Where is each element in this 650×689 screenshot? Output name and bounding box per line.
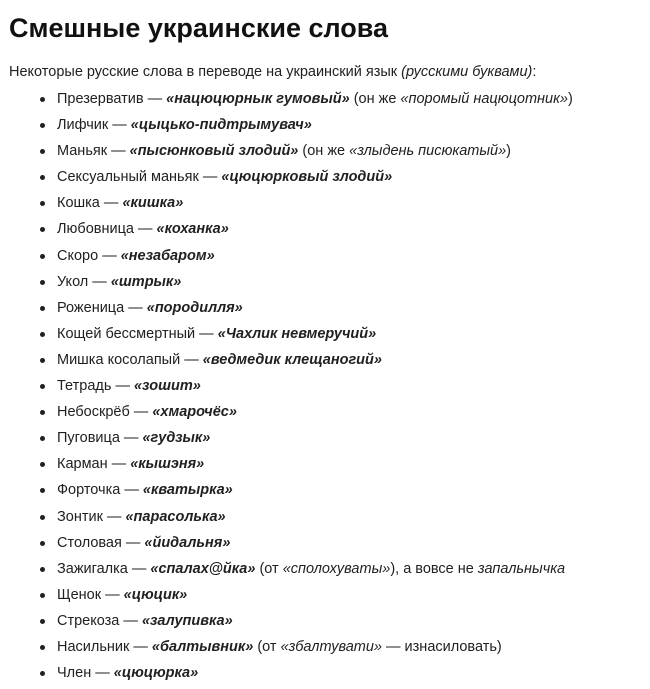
russian-word: Форточка	[57, 482, 121, 499]
bullet-icon	[40, 306, 45, 311]
russian-word: Лифчик	[57, 117, 109, 134]
ukrainian-translation: «кишка»	[122, 195, 184, 212]
list-item	[0, 582, 650, 608]
russian-word: Тетрадь	[57, 378, 112, 395]
bullet-icon	[40, 593, 45, 598]
intro-paragraph	[9, 62, 536, 82]
list-item	[0, 425, 650, 451]
dash-separator: —	[133, 221, 157, 238]
note-italic: «злыдень писюкатый»	[349, 143, 507, 160]
russian-word: Любовница	[57, 221, 134, 238]
note-text: (от	[253, 638, 281, 655]
dash-separator: —	[121, 534, 145, 551]
list-item	[0, 243, 650, 269]
list-item	[0, 530, 650, 556]
word-list	[0, 86, 650, 686]
russian-word: Стрекоза	[57, 612, 120, 629]
ukrainian-translation: «цюцик»	[123, 586, 188, 603]
russian-word: Небоскрёб	[57, 404, 130, 421]
bullet-icon	[40, 254, 45, 259]
bullet-icon	[40, 436, 45, 441]
russian-word: Столовая	[57, 534, 122, 551]
russian-word: Член	[57, 665, 92, 682]
list-item	[0, 86, 650, 112]
dash-separator: —	[119, 430, 143, 447]
bullet-icon	[40, 280, 45, 285]
dash-separator: —	[119, 612, 142, 629]
bullet-icon	[40, 619, 45, 624]
russian-word: Щенок	[57, 586, 102, 603]
ukrainian-translation: «ведмедик клещаногий»	[202, 351, 382, 368]
russian-word: Кошка	[57, 195, 100, 212]
intro-text: Некоторые русские слова в переводе на украинский язык	[9, 64, 402, 80]
ukrainian-translation: «штрык»	[110, 273, 182, 290]
note-text: — изнасиловать)	[382, 638, 502, 655]
ukrainian-translation: «цыцько-пидтрымувач»	[130, 117, 312, 134]
dash-separator: —	[101, 586, 124, 603]
dash-separator: —	[108, 117, 131, 134]
dash-separator: —	[88, 273, 111, 290]
dash-separator: —	[124, 299, 147, 316]
ukrainian-translation: «кватырка»	[142, 482, 233, 499]
bullet-icon	[40, 488, 45, 493]
bullet-icon	[40, 149, 45, 154]
ukrainian-translation: «зошит»	[133, 378, 201, 395]
note-text: )	[506, 143, 511, 160]
ukrainian-translation: «йидальня»	[144, 534, 231, 551]
bullet-icon	[40, 515, 45, 520]
list-item	[0, 556, 650, 582]
dash-separator: —	[143, 91, 167, 107]
list-item	[0, 164, 650, 190]
note-text: ), а вовсе не	[390, 560, 478, 577]
dash-separator: —	[107, 456, 131, 473]
note-text: )	[568, 91, 573, 107]
note-text: (он же	[298, 143, 350, 160]
bullet-icon	[40, 97, 45, 102]
list-item	[0, 112, 650, 138]
bullet-icon	[40, 358, 45, 363]
note-italic: «збалтувати»	[280, 638, 382, 655]
bullet-icon	[40, 175, 45, 180]
list-item	[0, 399, 650, 425]
russian-word: Кощей бессмертный	[57, 325, 196, 342]
intro-note: (русскими буквами)	[401, 64, 533, 80]
russian-word: Презерватив	[57, 91, 144, 107]
russian-word: Маньяк	[57, 143, 108, 160]
russian-word: Скоро	[57, 247, 99, 264]
intro-end: :	[532, 64, 537, 80]
list-item	[0, 321, 650, 347]
list-item	[0, 608, 650, 634]
russian-word: Зажигалка	[57, 560, 128, 577]
list-item	[0, 634, 650, 660]
list-item	[0, 451, 650, 477]
ukrainian-translation: «нацюцюрнык гумовый»	[166, 91, 350, 107]
note-italic: «поромый нацюцотник»	[400, 91, 568, 107]
dash-separator: —	[99, 195, 123, 212]
list-item	[0, 373, 650, 399]
russian-word: Насильник	[57, 638, 130, 655]
bullet-icon	[40, 227, 45, 232]
russian-word: Зонтик	[57, 508, 103, 525]
dash-separator: —	[129, 404, 153, 421]
bullet-icon	[40, 645, 45, 650]
ukrainian-translation: «коханка»	[156, 221, 229, 238]
dash-separator: —	[107, 143, 130, 160]
dash-separator: —	[129, 638, 152, 655]
dash-separator: —	[195, 325, 218, 342]
ukrainian-translation: «хмарочёс»	[152, 404, 237, 421]
dash-separator: —	[91, 665, 114, 682]
list-item	[0, 504, 650, 530]
russian-word: Мишка косолапый	[57, 351, 181, 368]
bullet-icon	[40, 332, 45, 337]
ukrainian-translation: «Чахлик невмеручий»	[217, 325, 377, 342]
list-item	[0, 269, 650, 295]
ukrainian-translation: «породилля»	[146, 299, 243, 316]
bullet-icon	[40, 671, 45, 676]
list-item	[0, 295, 650, 321]
dash-separator: —	[111, 378, 134, 395]
bullet-icon	[40, 123, 45, 128]
note-text: (он же	[349, 91, 401, 107]
list-item	[0, 347, 650, 373]
ukrainian-translation: «парасолька»	[125, 508, 226, 525]
ukrainian-translation: «незабаром»	[120, 247, 215, 264]
ukrainian-translation: «залупивка»	[141, 612, 233, 629]
russian-word: Роженица	[57, 299, 125, 316]
ukrainian-translation: «цюцюрковый злодий»	[221, 169, 393, 186]
russian-word: Пуговица	[57, 430, 120, 447]
dash-separator: —	[98, 247, 121, 264]
list-item	[0, 138, 650, 164]
dash-separator: —	[120, 482, 143, 499]
bullet-icon	[40, 462, 45, 467]
dash-separator: —	[180, 351, 203, 368]
russian-word: Укол	[57, 273, 89, 290]
dash-separator: —	[102, 508, 126, 525]
list-item	[0, 660, 650, 686]
dash-separator: —	[198, 169, 222, 186]
dash-separator: —	[127, 560, 151, 577]
ukrainian-translation: «гудзык»	[142, 430, 211, 447]
ukrainian-translation: «цюцюрка»	[113, 665, 199, 682]
page-title: Смешные украинские слова	[9, 13, 389, 43]
list-item	[0, 216, 650, 242]
note-italic: запальнычка	[477, 560, 566, 577]
russian-word: Сексуальный маньяк	[57, 169, 199, 186]
ukrainian-translation: «спалах@йка»	[150, 560, 256, 577]
ukrainian-translation: «кышэня»	[130, 456, 205, 473]
list-item	[0, 190, 650, 216]
ukrainian-translation: «балтывник»	[151, 638, 254, 655]
note-italic: «сполохуваты»	[282, 560, 391, 577]
bullet-icon	[40, 567, 45, 572]
list-item	[0, 477, 650, 503]
ukrainian-translation: «пысюнковый злодий»	[129, 143, 299, 160]
bullet-icon	[40, 384, 45, 389]
note-text: (от	[255, 560, 283, 577]
russian-word: Карман	[57, 456, 108, 473]
bullet-icon	[40, 410, 45, 415]
bullet-icon	[40, 541, 45, 546]
bullet-icon	[40, 201, 45, 206]
